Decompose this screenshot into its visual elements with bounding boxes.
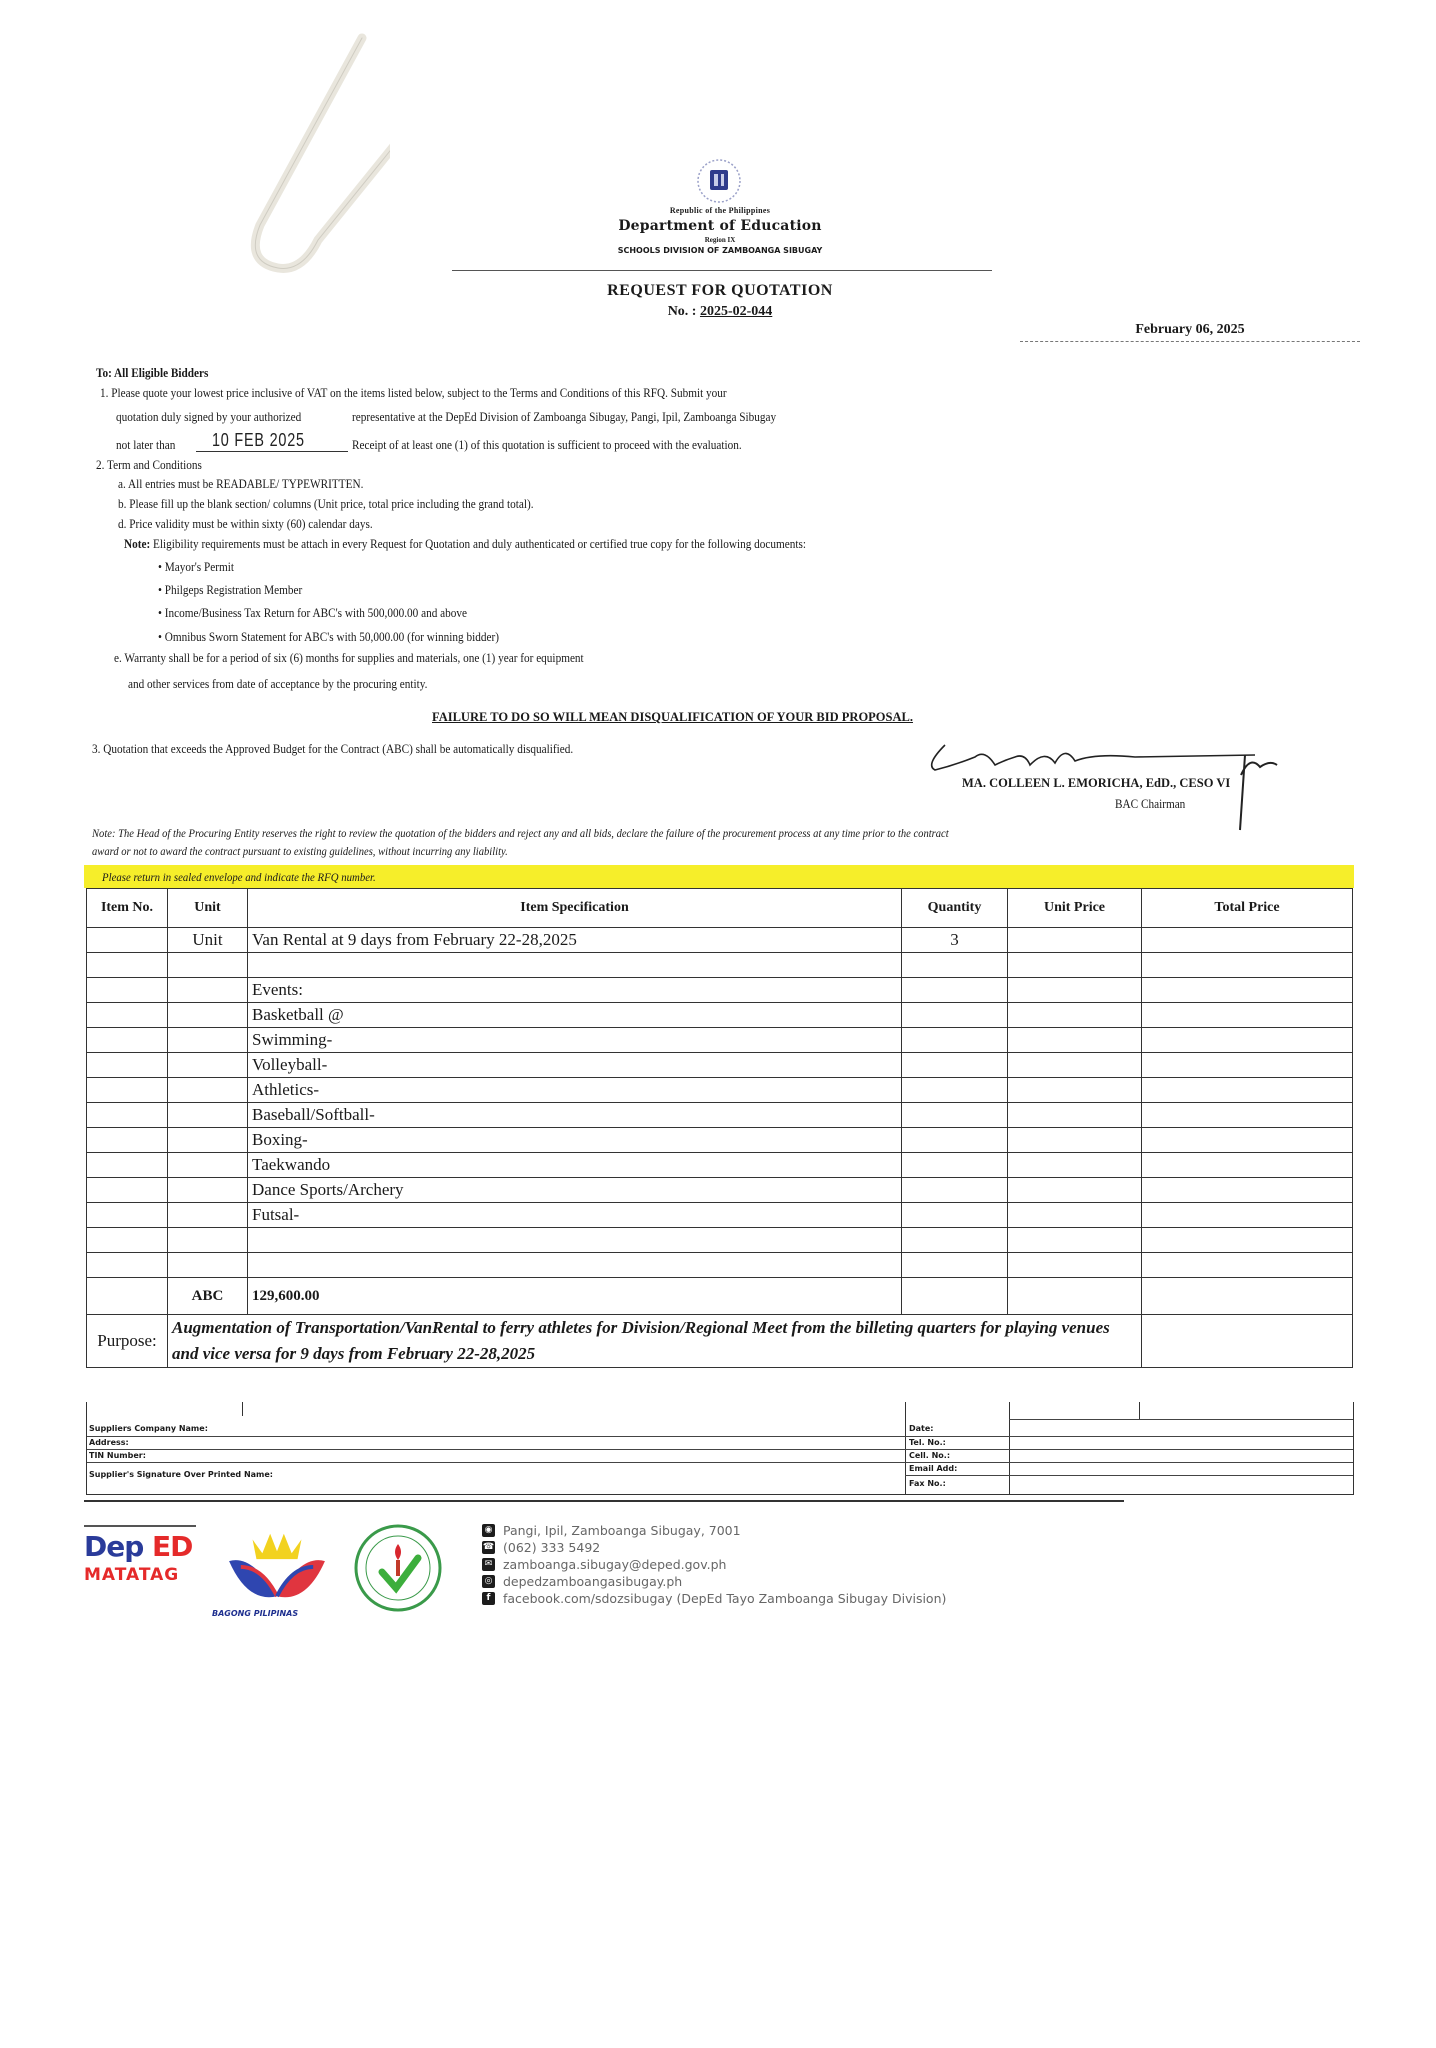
divider <box>905 1436 1353 1437</box>
column-header-unit: Unit <box>168 889 248 928</box>
item-no-cell[interactable] <box>87 1128 168 1153</box>
unit-price-input[interactable] <box>1008 928 1142 953</box>
supplier-date-field[interactable]: Date: <box>909 1424 934 1433</box>
purpose-row <box>87 1315 1353 1368</box>
division-seal-icon <box>352 1522 444 1614</box>
email-icon: ✉ <box>482 1558 495 1571</box>
supplier-tin-field[interactable]: TIN Number: <box>89 1451 146 1460</box>
item-no-cell[interactable] <box>87 1028 168 1053</box>
total-price-input[interactable] <box>1142 1315 1353 1368</box>
item-no-cell <box>87 1278 168 1315</box>
paper-clip-icon <box>150 0 390 290</box>
eligibility-note <box>124 537 806 551</box>
item-no-cell[interactable] <box>87 1203 168 1228</box>
unit-cell <box>168 1153 248 1178</box>
failure-notice: FAILURE TO DO SO WILL MEAN DISQUALIFICATION OF YOUR BID PROPOSAL. <box>432 710 913 724</box>
supplier-signature-field[interactable]: Supplier's Signature Over Printed Name: <box>89 1470 273 1479</box>
quantity-cell[interactable] <box>902 1153 1008 1178</box>
term-b: b. Please fill up the blank section/ columns (Unit price, total price including the grand total). <box>118 497 534 511</box>
quantity-cell[interactable] <box>902 1178 1008 1203</box>
divider <box>905 1475 1353 1476</box>
total-price-input[interactable] <box>1142 1178 1353 1203</box>
total-price-input[interactable] <box>1142 978 1353 1003</box>
instruction-1-line-3a: not later than <box>116 438 176 452</box>
document-date: February 06, 2025 <box>1020 322 1360 342</box>
unit-cell: Unit <box>168 928 248 953</box>
specification-cell: Futsal- <box>248 1203 902 1228</box>
unit-price-input[interactable] <box>1008 1053 1142 1078</box>
table-header-row <box>87 889 1353 928</box>
total-price-input[interactable] <box>1142 1103 1353 1128</box>
unit-price-input[interactable] <box>1008 1203 1142 1228</box>
total-price-input[interactable] <box>1142 1053 1353 1078</box>
quantity-cell[interactable] <box>902 1003 1008 1028</box>
contact-item[interactable] <box>482 1556 946 1573</box>
addressee: To: All Eligible Bidders <box>96 366 209 380</box>
table-row <box>87 1028 1353 1053</box>
term-d: d. Price validity must be within sixty (60) calendar days. <box>118 517 373 531</box>
total-price-input[interactable] <box>1142 1128 1353 1153</box>
logo-rule <box>84 1525 196 1527</box>
contact-item[interactable] <box>482 1573 946 1590</box>
rfq-number-label: No. : <box>667 304 697 319</box>
warranty-line-2: and other services from date of acceptance by the procuring entity. <box>128 677 428 691</box>
page-title: REQUEST FOR QUOTATION <box>607 282 833 299</box>
requirement-item: • Mayor's Permit <box>158 560 234 574</box>
item-no-cell[interactable] <box>87 978 168 1003</box>
unit-cell <box>168 1253 248 1278</box>
unit-cell <box>168 978 248 1003</box>
unit-price-input[interactable] <box>1008 1278 1142 1315</box>
item-no-cell[interactable] <box>87 1103 168 1128</box>
contact-item[interactable] <box>482 1590 946 1607</box>
republic-label: Republic of the Philippines <box>669 206 771 215</box>
item-no-cell[interactable] <box>87 1053 168 1078</box>
quantity-cell[interactable] <box>902 1053 1008 1078</box>
quantity-cell[interactable] <box>902 953 1008 978</box>
deped-wordmark-ed: ED <box>152 1530 193 1563</box>
specification-cell: Dance Sports/Archery <box>248 1178 902 1203</box>
signatory-name: MA. COLLEEN L. EMORICHA, EdD., CESO VI <box>962 776 1231 790</box>
unit-price-input[interactable] <box>1008 1078 1142 1103</box>
contact-text: facebook.com/sdozsibugay (DepEd Tayo Zamboanga Sibugay Division) <box>503 1591 947 1606</box>
footer-divider <box>84 1500 1124 1502</box>
unit-cell <box>168 1203 248 1228</box>
column-header-total-price: Total Price <box>1142 889 1353 928</box>
quantity-cell[interactable] <box>902 1078 1008 1103</box>
quantity-cell[interactable] <box>902 978 1008 1003</box>
location-icon: ◉ <box>482 1524 495 1537</box>
deped-seal-icon <box>696 158 742 204</box>
disclaimer-line-2: award or not to award the contract pursuant to existing guidelines, without incurring any liability. <box>92 844 508 858</box>
table-row <box>87 1203 1353 1228</box>
purpose-label: Purpose: <box>87 1315 168 1368</box>
supplier-company-name-field[interactable]: Suppliers Company Name: <box>89 1424 208 1433</box>
instruction-1-line-1: 1. Please quote your lowest price inclusive of VAT on the items listed below, subject to the Terms and Conditions of this RFQ. Submit your <box>100 386 727 400</box>
specification-cell: Volleyball- <box>248 1053 902 1078</box>
division-name: SCHOOLS DIVISION OF ZAMBOANGA SIBUGAY <box>617 246 823 255</box>
bagong-pilipinas-text: BAGONG PILIPINAS <box>212 1609 299 1618</box>
table-row <box>87 978 1353 1003</box>
unit-price-input[interactable] <box>1008 1003 1142 1028</box>
unit-price-input[interactable] <box>1008 1028 1142 1053</box>
divider <box>1139 1402 1140 1420</box>
unit-cell <box>168 1053 248 1078</box>
purpose-text: Augmentation of Transportation/VanRental to ferry athletes for Division/Regional Meet from the billeting quarters for playing venues and vice versa for 9 days from February 22-28,2025 <box>168 1315 1142 1368</box>
table-row <box>87 1178 1353 1203</box>
specification-cell: Events: <box>248 978 902 1003</box>
instruction-1-line-2a: quotation duly signed by your authorized <box>116 410 302 424</box>
deped-wordmark-text: Dep <box>84 1530 144 1563</box>
column-header-unit-price: Unit Price <box>1008 889 1142 928</box>
return-instruction-banner <box>84 865 1354 888</box>
instruction-1-line-2b: representative at the DepEd Division of Zamboanga Sibugay, Pangi, Ipil, Zamboanga Sibugay <box>352 410 777 424</box>
unit-price-input[interactable] <box>1008 1228 1142 1253</box>
total-price-input[interactable] <box>1142 928 1353 953</box>
table-row <box>87 953 1353 978</box>
total-price-input[interactable] <box>1142 953 1353 978</box>
total-price-input[interactable] <box>1142 1078 1353 1103</box>
table-row <box>87 1103 1353 1128</box>
matatag-wordmark: MATATAG <box>84 1565 180 1585</box>
contact-text: depedzamboangasibugay.ph <box>503 1574 683 1589</box>
unit-cell <box>168 1003 248 1028</box>
total-price-input[interactable] <box>1142 1153 1353 1178</box>
region-label: Region IX <box>704 236 736 244</box>
unit-price-input[interactable] <box>1008 1153 1142 1178</box>
total-price-input[interactable] <box>1142 1203 1353 1228</box>
note-text: Eligibility requirements must be attach in every Request for Quotation and duly authenticated or certified true copy for the following documents: <box>153 537 807 551</box>
divider <box>905 1449 1353 1450</box>
specification-cell: Swimming- <box>248 1028 902 1053</box>
banner-text: Please return in sealed envelope and indicate the RFQ number. <box>102 870 376 884</box>
table-row <box>87 1228 1353 1253</box>
item-no-cell[interactable] <box>87 1253 168 1278</box>
specification-cell <box>248 953 902 978</box>
contact-item <box>482 1539 946 1556</box>
deped-matatag-logo <box>84 1525 196 1585</box>
table-row <box>87 1078 1353 1103</box>
phone-icon: ☎ <box>482 1542 495 1552</box>
facebook-icon: f <box>482 1592 495 1605</box>
rfq-number <box>450 304 990 320</box>
supplier-tel-field[interactable]: Tel. No.: <box>909 1438 946 1447</box>
item-no-cell[interactable] <box>87 1153 168 1178</box>
divider <box>1009 1419 1353 1420</box>
table-row <box>87 1003 1353 1028</box>
note-label: Note: <box>124 537 151 551</box>
total-price-input[interactable] <box>1142 1003 1353 1028</box>
terms-heading: 2. Term and Conditions <box>96 458 202 472</box>
divider <box>905 1462 1353 1463</box>
table-row <box>87 1128 1353 1153</box>
quantity-cell[interactable] <box>902 1128 1008 1153</box>
quantity-cell[interactable] <box>902 1278 1008 1315</box>
unit-cell <box>168 953 248 978</box>
abc-row <box>87 1278 1353 1315</box>
contact-list <box>482 1522 946 1607</box>
signature-icon <box>905 735 1285 845</box>
item-no-cell[interactable] <box>87 953 168 978</box>
specification-cell: Athletics- <box>248 1078 902 1103</box>
table-row <box>87 1053 1353 1078</box>
specification-cell: Basketball @ <box>248 1003 902 1028</box>
unit-cell <box>168 1078 248 1103</box>
quantity-cell[interactable] <box>902 1028 1008 1053</box>
requirement-item: • Income/Business Tax Return for ABC's with 500,000.00 and above <box>158 606 468 620</box>
total-price-input[interactable] <box>1142 1228 1353 1253</box>
warranty-line-1: e. Warranty shall be for a period of six (6) months for supplies and materials, one (1) year for equipment <box>114 651 584 665</box>
item-no-cell[interactable] <box>87 928 168 953</box>
deadline-blank <box>196 451 348 452</box>
requirement-item: • Philgeps Registration Member <box>158 583 303 597</box>
unit-price-input[interactable] <box>1008 953 1142 978</box>
specification-cell: Van Rental at 9 days from February 22-28,2025 <box>248 928 902 953</box>
quantity-cell[interactable] <box>902 1103 1008 1128</box>
specification-cell <box>248 1228 902 1253</box>
unit-cell <box>168 1178 248 1203</box>
unit-price-input[interactable] <box>1008 978 1142 1003</box>
item-no-cell[interactable] <box>87 1178 168 1203</box>
rfq-number-value: 2025-02-044 <box>699 304 773 319</box>
supplier-cell-field[interactable]: Cell. No.: <box>909 1451 951 1460</box>
table-row <box>87 1153 1353 1178</box>
column-header-quantity: Quantity <box>902 889 1008 928</box>
quantity-cell[interactable] <box>902 1203 1008 1228</box>
abc-label: ABC <box>168 1278 248 1315</box>
disclaimer-line-1: Note: The Head of the Procuring Entity reserves the right to review the quotation of the bidders and reject any and all bids, declare the failure of the procurement process at any time prior to the contract <box>92 826 949 840</box>
specification-cell <box>248 1253 902 1278</box>
item-no-cell[interactable] <box>87 1003 168 1028</box>
unit-price-input[interactable] <box>1008 1178 1142 1203</box>
unit-cell <box>168 1103 248 1128</box>
total-price-input[interactable] <box>1142 1028 1353 1053</box>
unit-cell <box>168 1228 248 1253</box>
specification-cell: Taekwando <box>248 1153 902 1178</box>
divider <box>87 1436 905 1437</box>
quantity-cell[interactable] <box>902 1253 1008 1278</box>
contact-text: zamboanga.sibugay@deped.gov.ph <box>503 1557 727 1572</box>
department-name: Department of Education <box>618 218 822 234</box>
unit-cell <box>168 1128 248 1153</box>
item-no-cell[interactable] <box>87 1078 168 1103</box>
column-header-item-no: Item No. <box>87 889 168 928</box>
deped-wordmark <box>84 1531 196 1563</box>
unit-price-input[interactable] <box>1008 1128 1142 1153</box>
unit-cell <box>168 1028 248 1053</box>
supplier-email-field[interactable]: Email Add: <box>909 1464 958 1473</box>
quantity-cell: 3 <box>902 928 1008 953</box>
globe-icon: ◎ <box>482 1575 495 1588</box>
divider <box>1009 1402 1010 1494</box>
term-a: a. All entries must be READABLE/ TYPEWRITTEN. <box>118 477 364 491</box>
divider <box>242 1402 243 1416</box>
abc-value: 129,600.00 <box>248 1278 902 1315</box>
quotation-table <box>86 888 1353 1368</box>
table-row <box>87 928 1353 953</box>
divider <box>905 1402 906 1494</box>
unit-price-input[interactable] <box>1008 1103 1142 1128</box>
instruction-1-line-3b: Receipt of at least one (1) of this quotation is sufficient to proceed with the evaluation. <box>352 438 742 452</box>
contact-item <box>482 1522 946 1539</box>
instruction-3: 3. Quotation that exceeds the Approved Budget for the Contract (ABC) shall be automatically disqualified. <box>92 742 574 756</box>
header-divider <box>452 270 992 271</box>
contact-text: Pangi, Ipil, Zamboanga Sibugay, 7001 <box>503 1523 741 1538</box>
supplier-info-block <box>86 1402 1354 1495</box>
column-header-specification: Item Specification <box>248 889 902 928</box>
supplier-address-field[interactable]: Address: <box>89 1438 129 1447</box>
contact-text: (062) 333 5492 <box>503 1540 601 1555</box>
total-price-input[interactable] <box>1142 1253 1353 1278</box>
quantity-cell[interactable] <box>902 1228 1008 1253</box>
specification-cell: Baseball/Softball- <box>248 1103 902 1128</box>
specification-cell: Boxing- <box>248 1128 902 1153</box>
requirement-item: • Omnibus Sworn Statement for ABC's with 50,000.00 (for winning bidder) <box>158 630 499 644</box>
divider <box>87 1462 905 1463</box>
item-no-cell[interactable] <box>87 1228 168 1253</box>
table-row <box>87 1253 1353 1278</box>
received-date-stamp: 10 FEB 2025 <box>212 430 305 450</box>
signatory-role: BAC Chairman <box>1115 797 1186 811</box>
grand-total-input[interactable] <box>1142 1278 1353 1315</box>
bagong-pilipinas-logo-icon <box>222 1520 332 1608</box>
unit-price-input[interactable] <box>1008 1253 1142 1278</box>
supplier-fax-field[interactable]: Fax No.: <box>909 1479 946 1488</box>
divider <box>87 1449 905 1450</box>
